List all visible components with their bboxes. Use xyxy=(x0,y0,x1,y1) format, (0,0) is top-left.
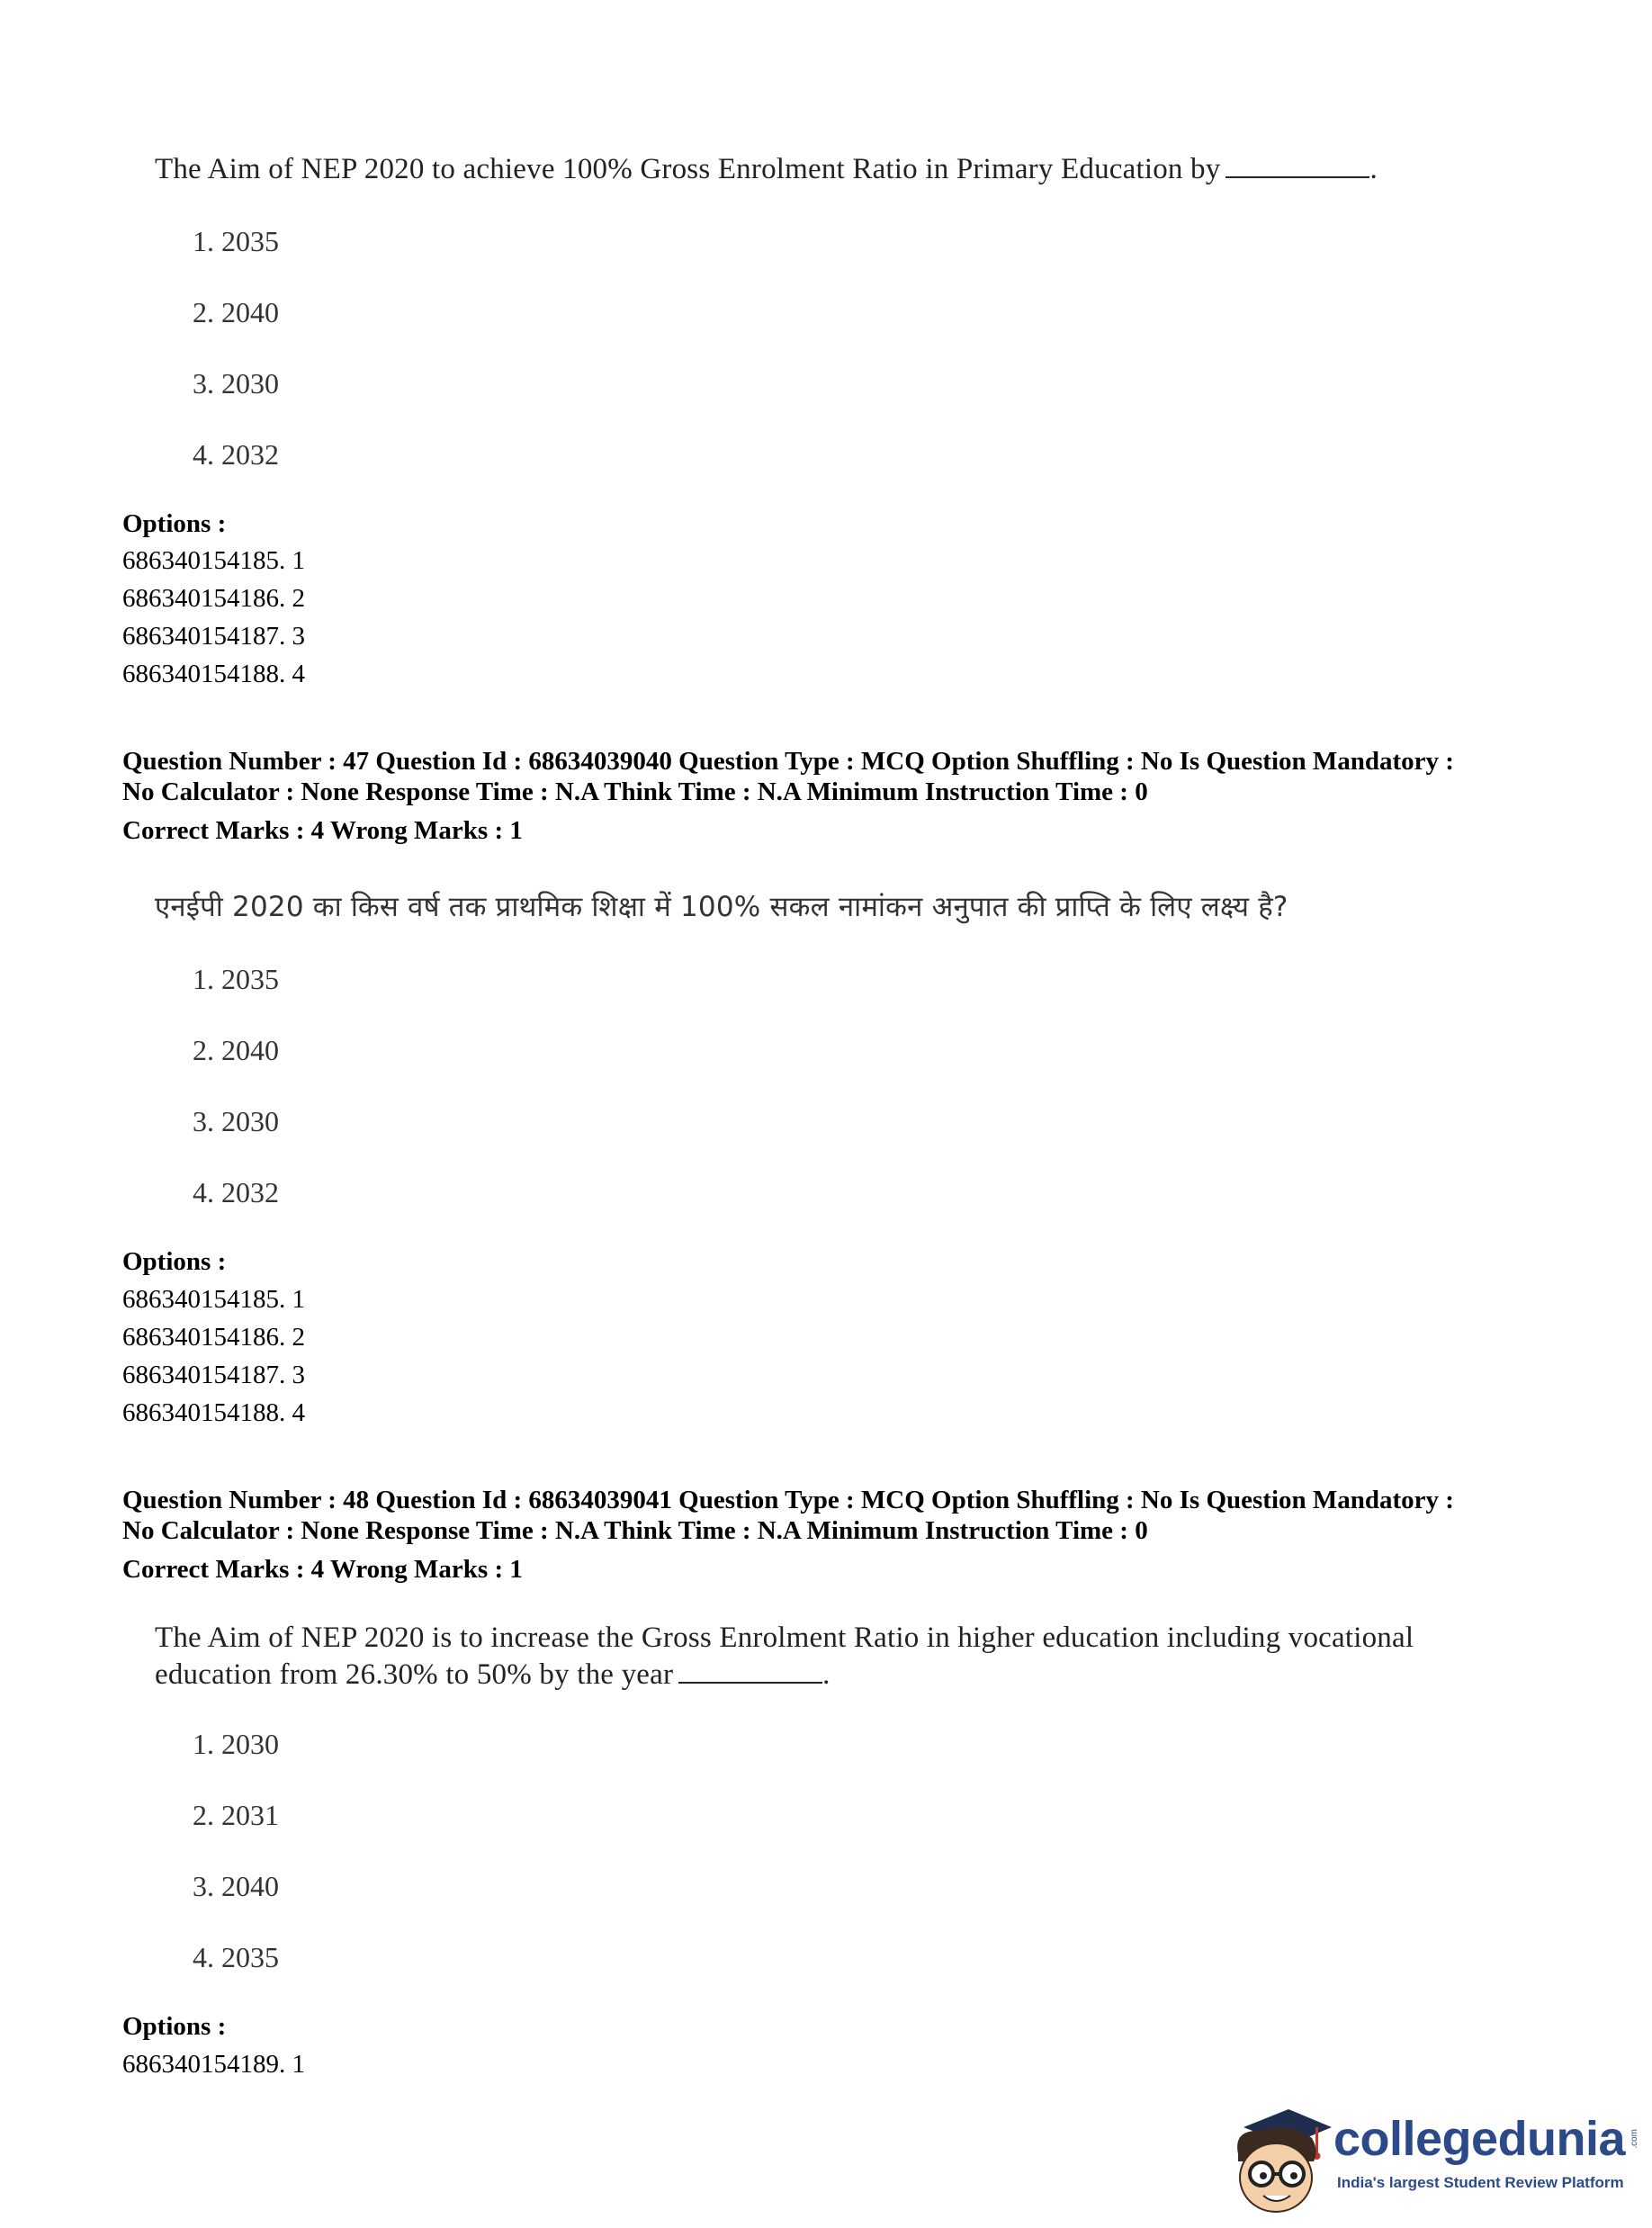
option-id-4: 686340154188. 4 xyxy=(122,1398,305,1427)
question-47-meta-line1: Question Number : 47 Question Id : 68634039040 Question Type : MCQ Option Shuffling : No Is Question Mandatory : xyxy=(122,747,1454,776)
options-label: Options : xyxy=(122,1247,227,1276)
collegedunia-logo xyxy=(1226,2102,1639,2219)
choice-3: 3. 2030 xyxy=(193,1105,279,1137)
mascot-icon xyxy=(1226,2102,1333,2219)
answer-blank xyxy=(1226,157,1369,178)
choice-2: 2. 2031 xyxy=(193,1799,279,1831)
choice-3: 3. 2040 xyxy=(193,1870,279,1902)
option-id-2: 686340154186. 2 xyxy=(122,1323,305,1352)
choice-1: 1. 2030 xyxy=(193,1728,279,1760)
question-48-meta-line2: No Calculator : None Response Time : N.A Think Time : N.A Minimum Instruction Time : 0 xyxy=(122,1516,1148,1545)
choice-4: 4. 2032 xyxy=(193,1176,279,1208)
choice-4: 4. 2032 xyxy=(193,438,279,471)
option-id-1: 686340154185. 1 xyxy=(122,1285,305,1314)
options-label: Options : xyxy=(122,509,227,538)
option-id-1: 686340154185. 1 xyxy=(122,546,305,575)
options-label: Options : xyxy=(122,2012,227,2041)
choice-4: 4. 2035 xyxy=(193,1941,279,1973)
question-48-text-line2: education from 26.30% to 50% by the year . xyxy=(155,1658,830,1691)
logo-wordmark: collegedunia xyxy=(1333,2112,1626,2166)
question-47-meta-line2: No Calculator : None Response Time : N.A Think Time : N.A Minimum Instruction Time : 0 xyxy=(122,777,1148,806)
question-47-marks: Correct Marks : 4 Wrong Marks : 1 xyxy=(122,816,523,845)
choice-3: 3. 2030 xyxy=(193,367,279,400)
question-48-meta-line1: Question Number : 48 Question Id : 68634039041 Question Type : MCQ Option Shuffling : No Is Question Mandatory : xyxy=(122,1486,1454,1514)
option-id-3: 686340154187. 3 xyxy=(122,1361,305,1389)
question-47-text: एनईपी 2020 का किस वर्ष तक प्राथमिक शिक्षा में 100% सकल नामांकन अनुपात की प्राप्ति के लिए लक्ष्य है? xyxy=(155,891,1288,923)
answer-blank xyxy=(678,1662,822,1684)
choice-1: 1. 2035 xyxy=(193,963,279,995)
logo-tagline: India's largest Student Review Platform xyxy=(1337,2174,1624,2191)
question-46-text: The Aim of NEP 2020 to achieve 100% Gross Enrolment Ratio in Primary Education by . xyxy=(155,153,1378,185)
choice-2: 2. 2040 xyxy=(193,1034,279,1066)
question-48-text-line1: The Aim of NEP 2020 is to increase the Gross Enrolment Ratio in higher education including vocational xyxy=(155,1622,1414,1654)
logo-suffix: .com xyxy=(1630,2129,1639,2149)
option-id-1: 686340154189. 1 xyxy=(122,2050,305,2079)
option-id-3: 686340154187. 3 xyxy=(122,622,305,651)
choice-2: 2. 2040 xyxy=(193,296,279,328)
question-48-marks: Correct Marks : 4 Wrong Marks : 1 xyxy=(122,1555,523,1584)
choice-1: 1. 2035 xyxy=(193,225,279,257)
option-id-4: 686340154188. 4 xyxy=(122,660,305,688)
option-id-2: 686340154186. 2 xyxy=(122,584,305,613)
